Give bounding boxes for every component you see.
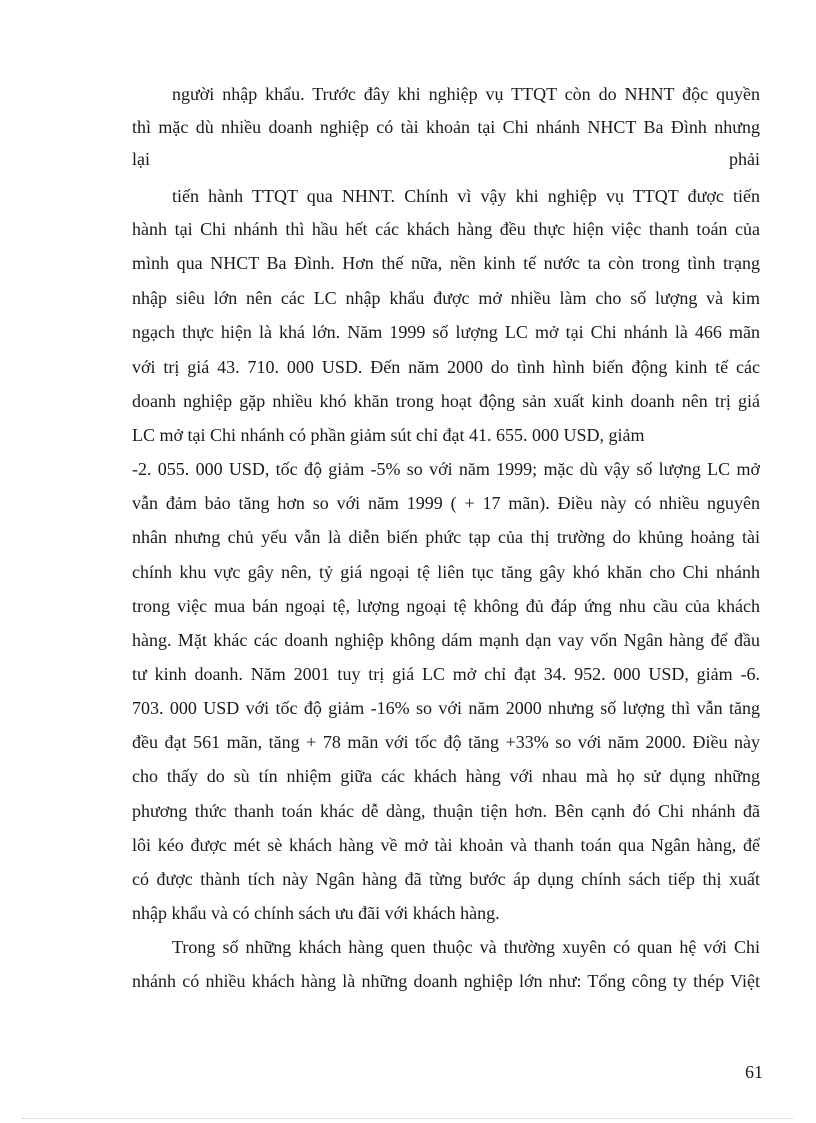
text-line-27: nhánh có nhiều khách hàng là những doanh nghiệp lớn như: Tổng công ty thép Việt [132,971,760,991]
text-line-3 [132,145,760,173]
page-number: 61 [745,1062,763,1082]
text-word-lai: lại [132,149,150,169]
text-line-26: Trong số những khách hàng quen thuộc và thường xuyên có quan hệ với Chi [172,937,760,957]
text-line-21: cho thấy do sù tín nhiệm giữa các khách hàng với nhau mà họ sử dụng những [132,766,760,786]
text-line-12: -2. 055. 000 USD, tốc độ giảm -5% so với năm 1999; mặc dù vậy số lượng LC mở [132,459,760,479]
text-line-25: nhập khẩu và có chính sách ưu đãi với khách hàng. [132,903,500,923]
text-line-24: có được thành tích này Ngân hàng đã từng bước áp dụng chính sách tiếp thị xuất [132,869,760,889]
text-line-6: mình qua NHCT Ba Đình. Hơn thế nữa, nền kinh tế nước ta còn trong tình trạng [132,253,760,273]
text-line-13: vẫn đảm bảo tăng hơn so với năm 1999 ( + 17 mãn). Điều này có nhiều nguyên [132,493,760,513]
text-line-11: LC mở tại Chi nhánh có phần giảm sút chỉ đạt 41. 655. 000 USD, giảm [132,425,645,445]
text-line-17: hàng. Mặt khác các doanh nghiệp không dám mạnh dạn vay vốn Ngân hàng để đầu [132,630,760,650]
text-line-14: nhân nhưng chủ yếu vẫn là diễn biến phức tạp của thị trường do khủng hoảng tài [132,527,760,547]
text-line-2: thì mặc dù nhiều doanh nghiệp có tài khoản tại Chi nhánh NHCT Ba Đình nhưng [132,117,760,137]
text-line-10: doanh nghiệp gặp nhiều khó khăn trong hoạt động sản xuất kinh doanh nên trị giá [132,391,760,411]
text-line-5: hành tại Chi nhánh thì hầu hết các khách hàng đều thực hiện việc thanh toán của [132,219,760,239]
text-line-15: chính khu vực gây nên, tỷ giá ngoại tệ liên tục tăng gây khó khăn cho Chi nhánh [132,562,760,582]
text-line-7: nhập siêu lớn nên các LC nhập khẩu được mở nhiều làm cho số lượng và kim [132,288,760,308]
text-line-19: 703. 000 USD với tốc độ giảm -16% so với năm 2000 nhưng số lượng thì vẫn tăng [132,698,760,718]
text-line-4: tiến hành TTQT qua NHNT. Chính vì vậy khi nghiệp vụ TTQT được tiến [172,186,760,206]
text-line-9: với trị giá 43. 710. 000 USD. Đến năm 2000 do tình hình biến động kinh tế các [132,357,760,377]
text-line-18: tư kinh doanh. Năm 2001 tuy trị giá LC mở chỉ đạt 34. 952. 000 USD, giảm -6. [132,664,760,684]
text-line-16: trong việc mua bán ngoại tệ, lượng ngoại tệ không đủ đáp ứng nhu cầu của khách [132,596,760,616]
text-word-phai: phải [729,149,760,169]
text-line-8: ngạch thực hiện là khá lớn. Năm 1999 số lượng LC mở tại Chi nhánh là 466 mãn [132,322,760,342]
text-line-23: lôi kéo được mét sè khách hàng về mở tài khoản và thanh toán qua Ngân hàng, để [132,835,760,855]
text-line-20: đều đạt 561 mãn, tăng + 78 mãn với tốc độ tăng +33% so với năm 2000. Điều này [132,732,760,752]
text-line-22: phương thức thanh toán khác dễ dàng, thuận tiện hơn. Bên cạnh đó Chi nhánh đã [132,801,760,821]
text-line-1: người nhập khẩu. Trước đây khi nghiệp vụ TTQT còn do NHNT độc quyền [172,84,760,104]
page-bottom-rule [22,1118,794,1119]
